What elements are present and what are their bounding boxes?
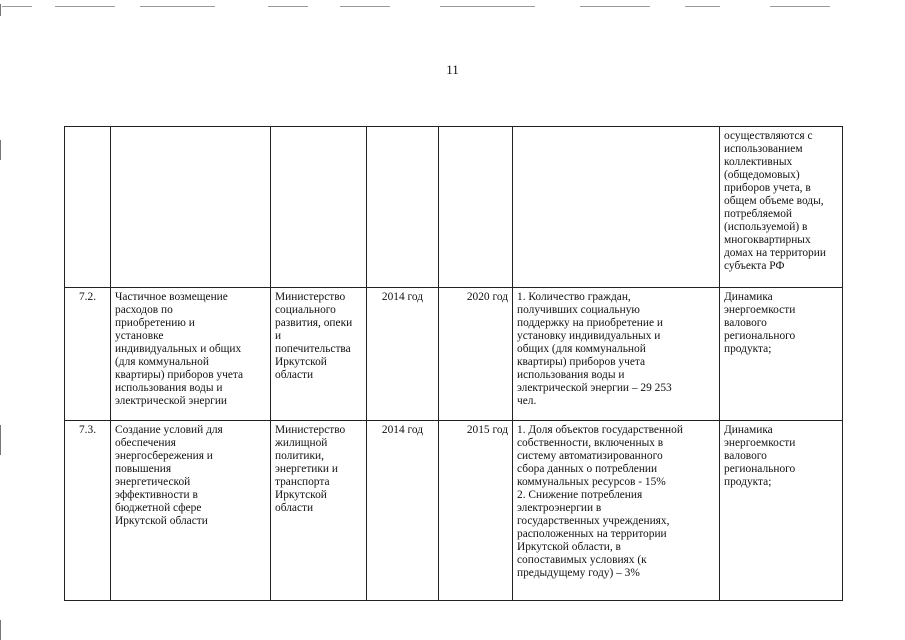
page-number: 11 xyxy=(446,62,459,77)
scan-artifact-line xyxy=(55,6,115,7)
scan-edge-mark xyxy=(0,425,1,455)
table-row xyxy=(65,127,843,288)
measures-table xyxy=(64,126,843,601)
cell-target-indicator: Динамика энергоемкости валового регионального продукта; xyxy=(720,421,843,601)
cell-target-indicator: Динамика энергоемкости валового регионального продукта; xyxy=(720,288,843,421)
table-row xyxy=(65,288,843,421)
cell-indicators xyxy=(513,127,720,288)
scan-artifact-line xyxy=(2,6,32,7)
cell-num: 7.3. xyxy=(65,421,111,601)
scan-artifact-line xyxy=(340,6,390,7)
cell-target-indicator: осуществляются с использованием коллективных (общедомовых) приборов учета, в общем объеме воды, потребляемой (используемой) в многоквартирных домах на территории субъекта РФ xyxy=(720,127,843,288)
cell-num xyxy=(65,127,111,288)
table-row xyxy=(65,421,843,601)
cell-end-year xyxy=(439,127,513,288)
cell-start-year: 2014 год xyxy=(367,288,439,421)
cell-end-year: 2015 год xyxy=(439,421,513,601)
scan-artifact-line xyxy=(268,6,308,7)
scan-artifact-line xyxy=(685,6,720,7)
cell-num: 7.2. xyxy=(65,288,111,421)
cell-measure-name xyxy=(111,127,271,288)
cell-measure-name: Создание условий для обеспечения энергосбережения и повышения энергетической эффективности в бюджетной сфере Иркутской области xyxy=(111,421,271,601)
cell-start-year xyxy=(367,127,439,288)
cell-indicators: 1. Доля объектов государственной собственности, включенных в систему автоматизированного сбора данных о потреблении коммунальных ресурсов - 15% 2. Снижение потребления электроэнергии в государственных учреждениях, расположенных на территории Иркутской области, в сопоставимых условиях (к предыдущему году) – 3% xyxy=(513,421,720,601)
scan-edge-mark xyxy=(0,140,1,160)
scan-edge-mark xyxy=(0,4,1,16)
scan-edge-mark xyxy=(0,620,1,640)
cell-indicators: 1. Количество граждан, получивших социальную поддержку на приобретение и установку индивидуальных и общих (для коммунальной квартиры) приборов учета использования воды и электрической энергии – 29 253 чел. xyxy=(513,288,720,421)
cell-measure-name: Частичное возмещение расходов по приобретению и установке индивидуальных и общих (для коммунальной квартиры) приборов учета использования воды и электрической энергии xyxy=(111,288,271,421)
scan-artifact-line xyxy=(140,6,215,7)
cell-executor: Министерство жилищной политики, энергетики и транспорта Иркутской области xyxy=(271,421,367,601)
cell-start-year: 2014 год xyxy=(367,421,439,601)
cell-executor: Министерство социального развития, опеки и попечительства Иркутской области xyxy=(271,288,367,421)
cell-executor xyxy=(271,127,367,288)
scan-artifact-line xyxy=(440,6,535,7)
scan-artifact-line xyxy=(770,6,830,7)
cell-end-year: 2020 год xyxy=(439,288,513,421)
scan-artifact-line xyxy=(580,6,650,7)
